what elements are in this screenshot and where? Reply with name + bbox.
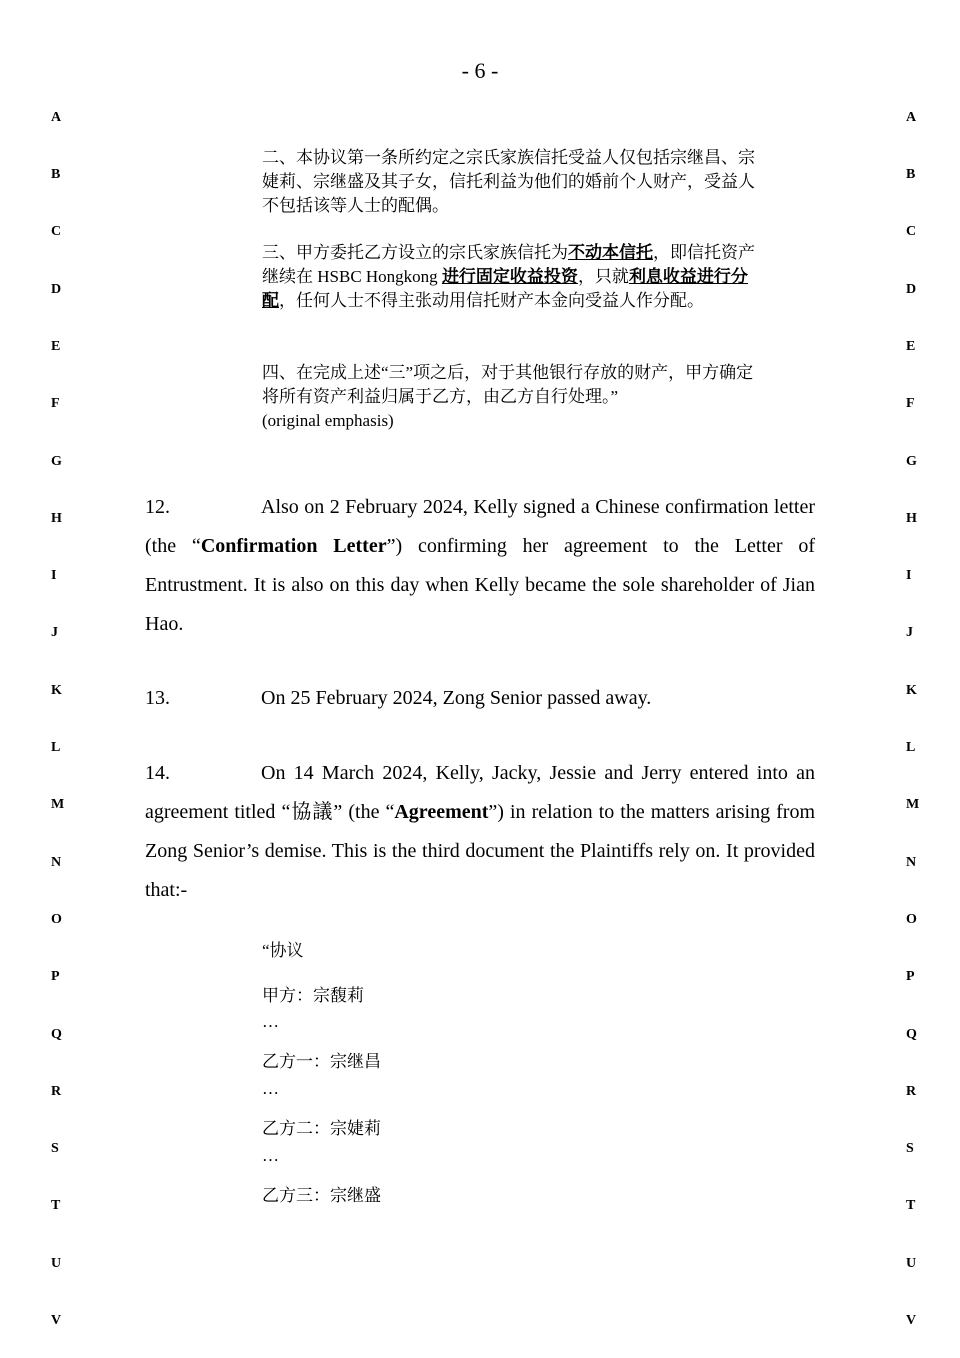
agreement-ellipsis-2: … (262, 1079, 279, 1098)
margin-letter-left-m: M (51, 797, 65, 812)
margin-letter-left-j: J (51, 625, 58, 640)
agreement-title: “协议 (262, 941, 304, 960)
emphasis-note: (original emphasis) (262, 411, 394, 430)
quote-item-3-part3: ，只就 (577, 267, 629, 286)
agreement-party-b3: 乙方三：宗继盛 (262, 1186, 381, 1205)
margin-letter-right-m: M (906, 797, 920, 812)
quote-item-3-text (262, 241, 762, 313)
page-number: - 6 - (461, 58, 499, 83)
margin-letter-left-u: U (51, 1256, 62, 1271)
margin-letter-right-p: P (906, 969, 915, 984)
margin-letter-left-h: H (51, 511, 62, 526)
margin-letter-left-e: E (51, 339, 61, 354)
margin-letter-right-b: B (906, 167, 916, 182)
margin-letter-right-v: V (906, 1313, 917, 1328)
quote-item-2 (262, 146, 762, 218)
quote-item-4 (262, 361, 762, 433)
agreement-party-a: 甲方：宗馥莉 (262, 986, 364, 1005)
margin-letter-left-g: G (51, 454, 62, 469)
margin-letter-left-o: O (51, 912, 62, 927)
margin-letter-right-g: G (906, 454, 917, 469)
paragraph-14-text-2: ”) in relation to the matters arising from Zong Senior’s demise. This is the third document the Plaintiffs rely on. It provided that:- (145, 801, 815, 901)
quote-item-3-part2: ，即信托资产继续在 HSBC Hongkong (262, 243, 755, 286)
quote-item-2-text: 二、本协议第一条所约定之宗氏家族信托受益人仅包括宗继昌、宗婕莉、宗继盛及其子女，信托利益为他们的婚前个人财产，受益人不包括该等人士的配偶。 (262, 148, 755, 215)
margin-letter-right-l: L (906, 740, 916, 755)
margin-letter-left-v: V (51, 1313, 62, 1328)
margin-letter-right-f: F (906, 396, 915, 411)
paragraph-12-text-1: Also on 2 February 2024, Kelly signed a Chinese confirmation letter (the “ (145, 496, 815, 557)
emphasis-interest-distribution: 利息收益进行分配 (262, 267, 748, 310)
margin-letter-right-e: E (906, 339, 916, 354)
margin-letter-left-r: R (51, 1084, 62, 1099)
margin-letter-right-d: D (906, 282, 917, 297)
margin-letter-left-d: D (51, 282, 62, 297)
margin-letter-left-i: I (51, 568, 57, 583)
emphasis-fixed-income-investment: 进行固定收益投资 (441, 267, 578, 286)
defined-term-confirmation-letter: Confirmation Letter (200, 535, 387, 557)
margin-letter-right-h: H (906, 511, 917, 526)
margin-letter-left-a: A (51, 110, 62, 125)
agreement-party-b1: 乙方一：宗继昌 (262, 1052, 381, 1071)
margin-letter-left-t: T (51, 1198, 61, 1213)
margin-letter-left-p: P (51, 969, 60, 984)
agreement-party-b2: 乙方二：宗婕莉 (262, 1119, 381, 1138)
paragraph-number-14: 14. (145, 762, 170, 784)
margin-letter-right-i: I (906, 568, 912, 583)
margin-letter-left-b: B (51, 167, 61, 182)
agreement-ellipsis-3: … (262, 1146, 279, 1165)
margin-letter-left-q: Q (51, 1027, 62, 1042)
margin-letter-right-c: C (906, 224, 917, 239)
paragraph-13 (145, 679, 815, 718)
margin-letter-right-q: Q (906, 1027, 917, 1042)
paragraph-12 (145, 488, 815, 644)
quote-item-4-text: 四、在完成上述“三”项之后，对于其他银行存放的财产，甲方确定将所有资产利益归属于乙方，由乙方自行处理。” (262, 363, 754, 406)
margin-letter-left-s: S (51, 1141, 59, 1156)
margin-letter-right-k: K (906, 683, 917, 698)
emphasis-non-principal-trust: 不动本信托 (568, 243, 653, 262)
margin-letter-right-o: O (906, 912, 917, 927)
paragraph-number-12: 12. (145, 496, 170, 518)
margin-letter-right-a: A (906, 110, 917, 125)
margin-letter-left-k: K (51, 683, 62, 698)
paragraph-13-text: On 25 February 2024, Zong Senior passed away. (261, 687, 652, 709)
margin-letter-right-j: J (906, 625, 913, 640)
quote-item-3-part1: 三、甲方委托乙方设立的宗氏家族信托为 (262, 243, 568, 262)
margin-letter-right-n: N (906, 855, 917, 870)
margin-letter-left-l: L (51, 740, 61, 755)
paragraph-12-text-2: ”) confirming her agreement to the Letter of Entrustment. It is also on this day when Kelly became the sole shareholder of Jian Hao. (145, 535, 815, 635)
paragraph-14 (145, 754, 815, 910)
agreement-ellipsis-1: … (262, 1012, 279, 1031)
defined-term-agreement: Agreement (394, 801, 489, 823)
margin-letter-left-n: N (51, 855, 62, 870)
paragraph-number-13: 13. (145, 687, 170, 709)
margin-letter-right-r: R (906, 1084, 917, 1099)
paragraph-14-text-1: On 14 March 2024, Kelly, Jacky, Jessie and Jerry entered into an agreement titled “協議” (the “ (145, 762, 815, 823)
margin-letter-right-s: S (906, 1141, 914, 1156)
quote-item-3-part4: ，任何人士不得主张动用信托财产本金向受益人作分配。 (279, 291, 704, 310)
margin-letter-left-f: F (51, 396, 60, 411)
margin-letter-left-c: C (51, 224, 62, 239)
margin-letter-right-u: U (906, 1256, 917, 1271)
margin-letter-right-t: T (906, 1198, 916, 1213)
quote-item-3 (262, 241, 762, 313)
